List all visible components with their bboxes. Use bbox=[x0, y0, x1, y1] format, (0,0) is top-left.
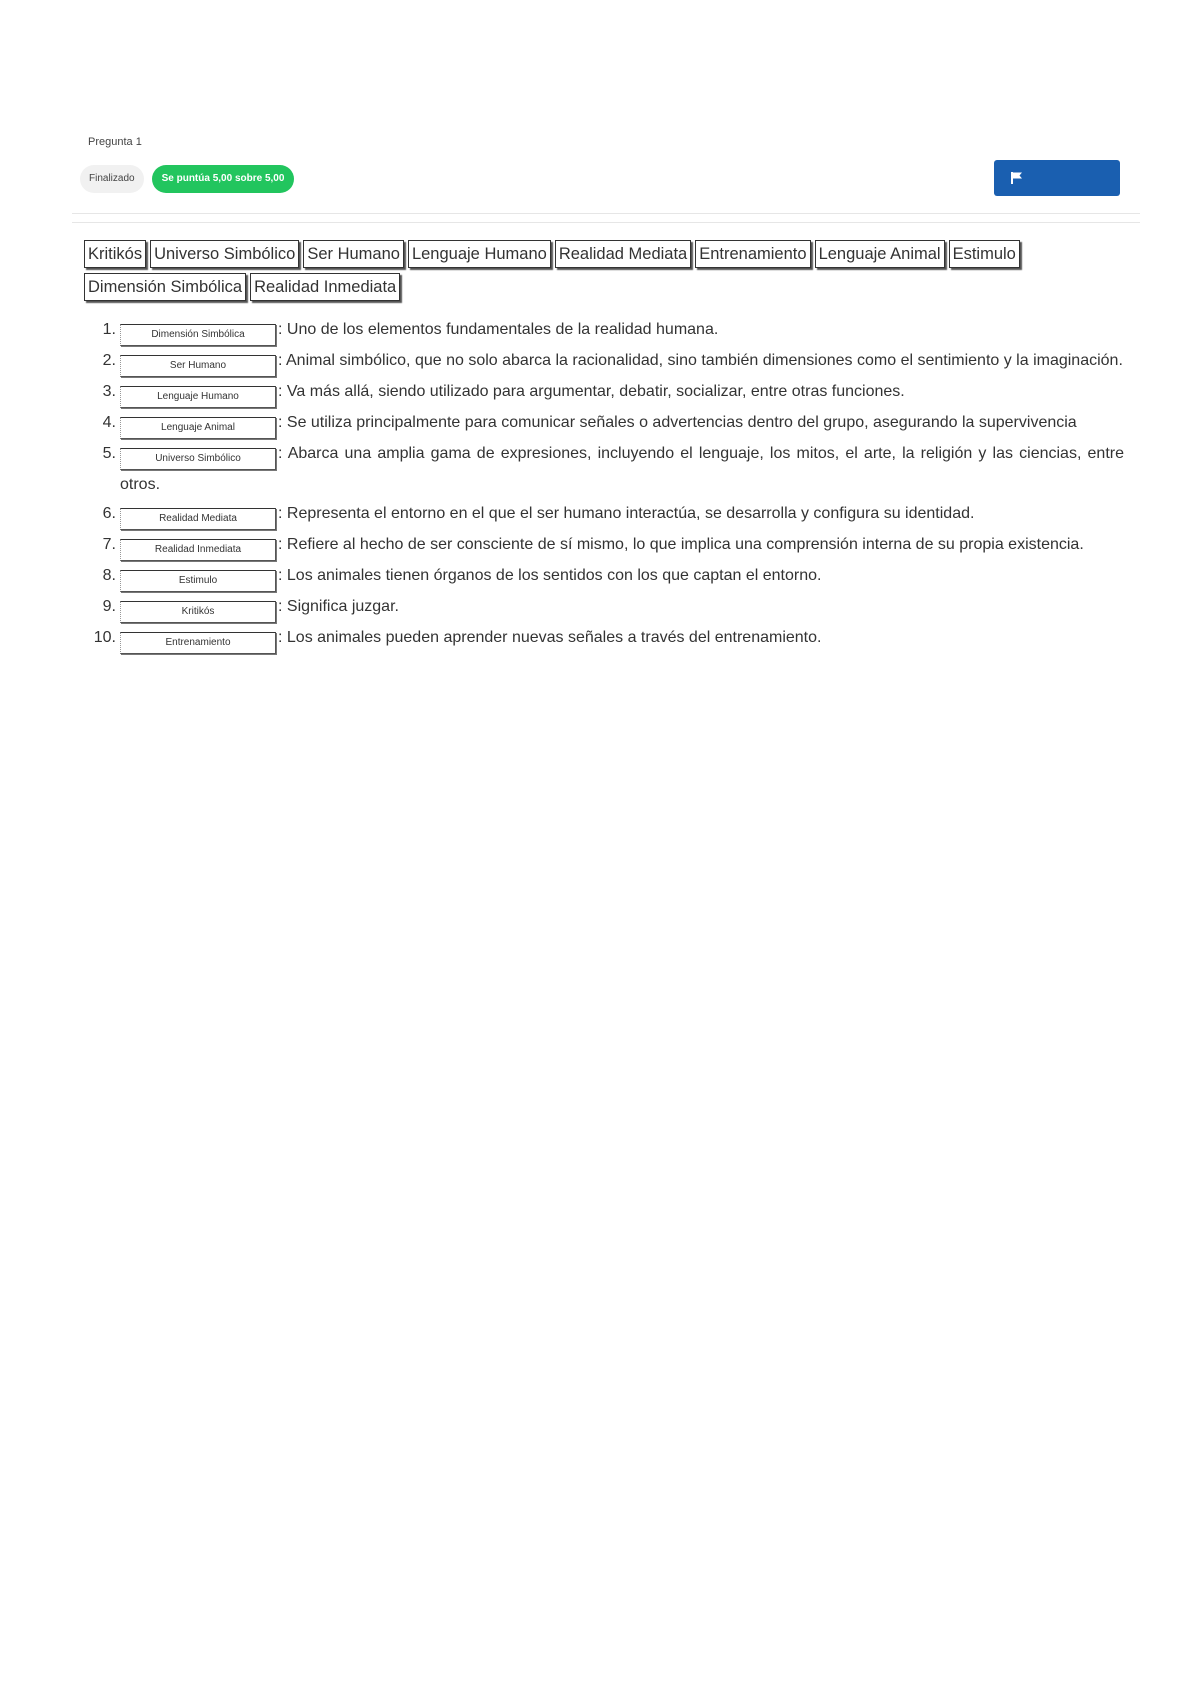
list-item bbox=[84, 346, 1124, 377]
drop-slot[interactable]: Entrenamiento bbox=[120, 632, 276, 654]
drag-option[interactable]: Estimulo bbox=[949, 240, 1020, 268]
list-item bbox=[84, 499, 1124, 530]
drag-option[interactable]: Ser Humano bbox=[303, 240, 404, 268]
list-item bbox=[84, 623, 1124, 654]
item-text: : Refiere al hecho de ser consciente de sí mismo, lo que implica una comprensión interna de su propia existencia. bbox=[278, 536, 1084, 553]
drag-option[interactable]: Universo Simbólico bbox=[150, 240, 299, 268]
drag-option[interactable]: Entrenamiento bbox=[695, 240, 810, 268]
item-number: 7. bbox=[102, 536, 116, 553]
list-item bbox=[84, 592, 1124, 623]
item-text: : Significa juzgar. bbox=[278, 598, 399, 615]
drag-options bbox=[84, 240, 1074, 301]
flag-question-button[interactable] bbox=[994, 160, 1120, 196]
item-number: 5. bbox=[102, 445, 116, 462]
drop-slot[interactable]: Dimensión Simbólica bbox=[120, 324, 276, 346]
item-number: 9. bbox=[102, 598, 116, 615]
drag-option[interactable]: Lenguaje Humano bbox=[408, 240, 551, 268]
item-number: 1. bbox=[102, 321, 116, 338]
status-badge: Finalizado bbox=[80, 165, 144, 193]
drag-option[interactable]: Dimensión Simbólica bbox=[84, 273, 246, 301]
item-text: : Se utiliza principalmente para comunicar señales o advertencias dentro del grupo, asegurando la supervivencia bbox=[278, 414, 1077, 431]
item-text: : Representa el entorno en el que el ser humano interactúa, se desarrolla y configura su identidad. bbox=[278, 505, 975, 522]
list-item bbox=[84, 377, 1124, 408]
list-item bbox=[84, 439, 1124, 499]
drag-option[interactable]: Realidad Inmediata bbox=[250, 273, 400, 301]
drop-slot[interactable]: Lenguaje Humano bbox=[120, 386, 276, 408]
item-number: 2. bbox=[102, 352, 116, 369]
item-number: 4. bbox=[102, 414, 116, 431]
drop-slot[interactable]: Estimulo bbox=[120, 570, 276, 592]
item-text: : Los animales tienen órganos de los sentidos con los que captan el entorno. bbox=[278, 567, 822, 584]
divider bbox=[72, 222, 1140, 223]
item-number: 10. bbox=[93, 629, 116, 646]
item-text: : Va más allá, siendo utilizado para argumentar, debatir, socializar, entre otras funciones. bbox=[278, 383, 905, 400]
question-label: Pregunta 1 bbox=[88, 136, 142, 148]
item-number: 3. bbox=[102, 383, 116, 400]
drop-slot[interactable]: Universo Simbólico bbox=[120, 448, 276, 470]
list-item bbox=[84, 530, 1124, 561]
list-item bbox=[84, 315, 1124, 346]
item-text: : Uno de los elementos fundamentales de la realidad humana. bbox=[278, 321, 719, 338]
list-item bbox=[84, 408, 1124, 439]
drag-option[interactable]: Lenguaje Animal bbox=[815, 240, 945, 268]
score-badge: Se puntúa 5,00 sobre 5,00 bbox=[152, 165, 295, 193]
drag-option[interactable]: Realidad Mediata bbox=[555, 240, 691, 268]
list-item bbox=[84, 561, 1124, 592]
drop-slot[interactable]: Lenguaje Animal bbox=[120, 417, 276, 439]
item-number: 8. bbox=[102, 567, 116, 584]
item-text: : Abarca una amplia gama de expresiones, incluyendo el lenguaje, los mitos, el arte, la religión y las ciencias, entre otros. bbox=[120, 445, 1124, 493]
divider bbox=[72, 213, 1140, 214]
drop-slot[interactable]: Kritikós bbox=[120, 601, 276, 623]
drop-slot[interactable]: Realidad Mediata bbox=[120, 508, 276, 530]
drag-option[interactable]: Kritikós bbox=[84, 240, 146, 268]
item-text: : Animal simbólico, que no solo abarca la racionalidad, sino también dimensiones como el sentimiento y la imaginación. bbox=[278, 352, 1123, 369]
definition-list bbox=[84, 315, 1124, 654]
drop-slot[interactable]: Ser Humano bbox=[120, 355, 276, 377]
item-text: : Los animales pueden aprender nuevas señales a través del entrenamiento. bbox=[278, 629, 822, 646]
question-status-badges bbox=[80, 165, 294, 193]
item-number: 6. bbox=[102, 505, 116, 522]
drop-slot[interactable]: Realidad Inmediata bbox=[120, 539, 276, 561]
flag-icon bbox=[1010, 171, 1024, 185]
